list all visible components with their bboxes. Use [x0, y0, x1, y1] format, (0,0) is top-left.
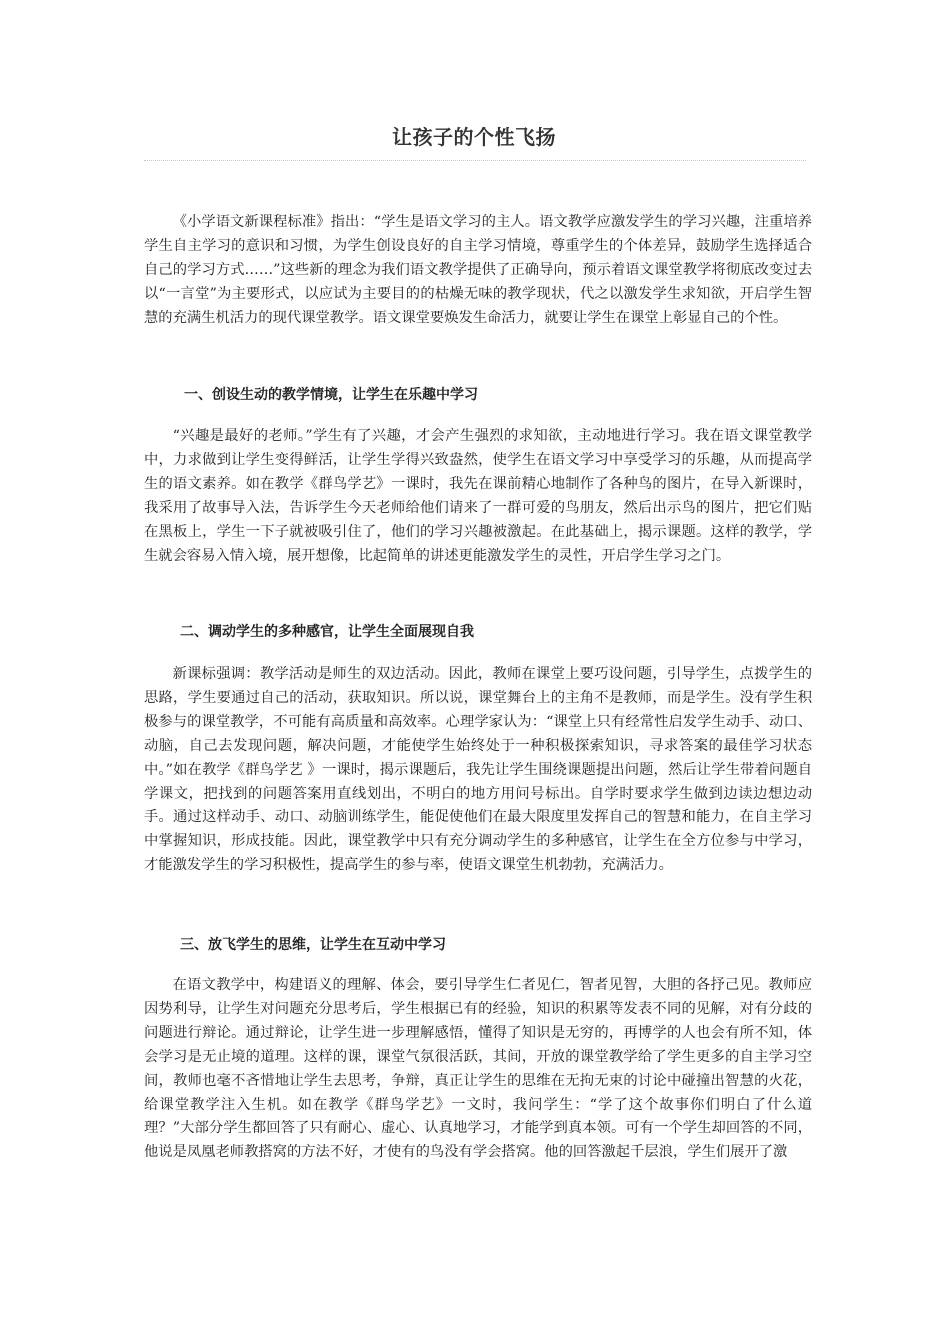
document-title: 让孩子的个性飞扬: [392, 125, 556, 149]
intro-paragraph: 《小学语文新课程标准》指出：“学生是语文学习的主人。语文教学应激发学生的学习兴趣，注重培养学生自主学习的意识和习惯，为学生创设良好的自主学习情境，尊重学生的个体差异，鼓励学生选择适合自己的学习方式……”这些新的理念为我们语文教学提供了正确导向，预示着语文课堂教学将彻底改变过去以“一言堂”为主要形式，以应试为主要目的的枯燥无味的教学现状，代之以激发学生求知欲，开启学生智慧的充满生机活力的现代课堂教学。语文课堂要焕发生命活力，就要让学生在课堂上彰显自己的个性。: [144, 214, 812, 326]
section-heading-2: 二、调动学生的多种感官，让学生全面展现自我: [180, 624, 474, 640]
section-heading-1: 一、创设生动的教学情境，让学生在乐趣中学习: [184, 387, 478, 403]
title-divider: [144, 160, 806, 161]
section-3-paragraph: 在语文教学中，构建语义的理解、体会，要引导学生仁者见仁，智者见智，大胆的各抒己见。教师应因势利导，让学生对问题充分思考后，学生根据已有的经验，知识的积累等发表不同的见解，对有分歧的问题进行辩论。通过辩论，让学生进一步理解感悟，懂得了知识是无穷的，再博学的人也会有所不知，体会学习是无止境的道理。这样的课，课堂气氛很活跃，其间，开放的课堂教学给了学生更多的自主学习空间，教师也毫不吝惜地让学生去思考，争辩，真正让学生的思维在无拘无束的讨论中碰撞出智慧的火花，给课堂教学注入生机。如在教学《群鸟学艺》一文时，我问学生：“学了这个故事你们明白了什么道理？”大部分学生都回答了只有耐心、虚心、认真地学习，才能学到真本领。可有一个学生却回答的不同，他说是凤凰老师教搭窝的方法不好，才使有的鸟没有学会搭窝。他的回答激起千层浪，学生们展开了激: [144, 977, 812, 1161]
section-1-paragraph: “兴趣是最好的老师。”学生有了兴趣，才会产生强烈的求知欲，主动地进行学习。我在语文课堂教学中，力求做到让学生变得鲜活，让学生学得兴致盎然，使学生在语文学习中享受学习的乐趣，从而提高学生的语文素养。如在教学《群鸟学艺》一课时，我先在课前精心地制作了各种鸟的图片，在导入新课时，我采用了故事导入法，告诉学生今天老师给他们请来了一群可爱的鸟朋友，然后出示鸟的图片，把它们贴在黑板上，学生一下子就被吸引住了，他们的学习兴趣被激起。在此基础上，揭示课题。这样的教学，学生就会容易入情入境，展开想像，比起简单的讲述更能激发学生的灵性，开启学生学习之门。: [144, 428, 812, 564]
section-heading-3: 三、放飞学生的思维，让学生在互动中学习: [180, 937, 446, 953]
section-2-paragraph: 新课标强调：教学活动是师生的双边活动。因此，教师在课堂上要巧设问题，引导学生，点拨学生的思路，学生要通过自己的活动，获取知识。所以说，课堂舞台上的主角不是教师，而是学生。没有学生积极参与的课堂教学，不可能有高质量和高效率。心理学家认为：“课堂上只有经常性启发学生动手、动口、动脑，自己去发现问题，解决问题，才能使学生始终处于一种积极探索知识，寻求答案的最佳学习状态中。”如在教学《群鸟学艺 》一课时，揭示课题后，我先让学生围绕课题提出问题，然后让学生带着问题自学课文，把找到的问题答案用直线划出，不明白的地方用问号标出。自学时要求学生做到边读边想边动手。通过这样动手、动口、动脑训练学生，能促使他们在最大限度里发挥自己的智慧和能力，在自主学习中掌握知识，形成技能。因此，课堂教学中只有充分调动学生的多种感官，让学生在全方位参与中学习，才能激发学生的学习积极性，提高学生的参与率，使语文课堂生机勃勃，充满活力。: [144, 666, 812, 874]
